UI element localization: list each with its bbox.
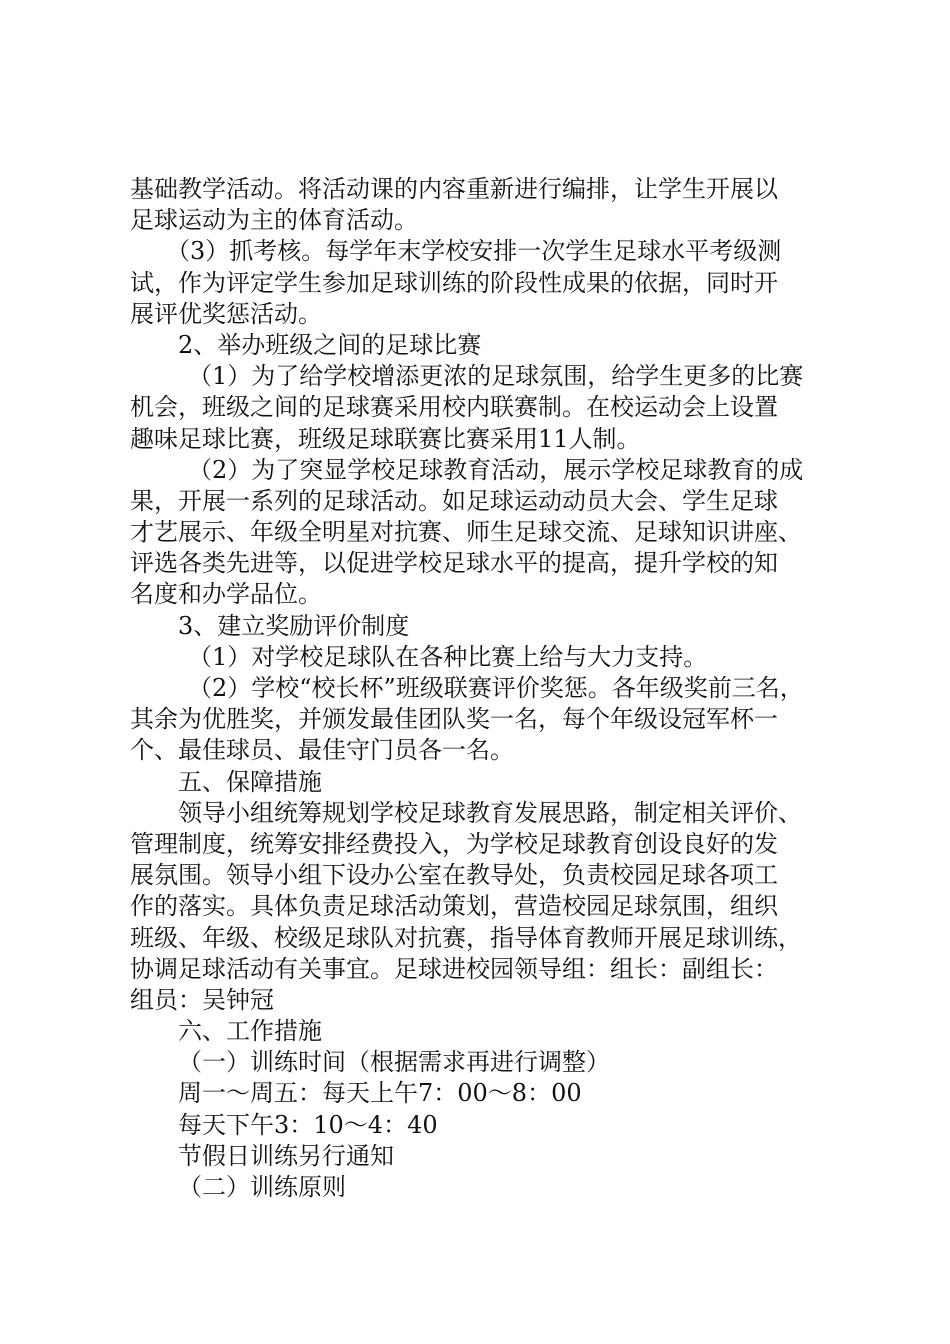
subsection-heading: （一）训练时间（根据需求再进行调整）	[178, 1048, 610, 1077]
paragraph-line: 个、最佳球员、最佳守门员各一名。	[130, 736, 514, 765]
paragraph-line: （3）抓考核。每学年末学校安排一次学生足球水平考级测	[166, 237, 782, 266]
schedule-line: 节假日训练另行通知	[178, 1141, 394, 1170]
paragraph-line: 组员：吴钟冠	[130, 985, 274, 1014]
paragraph-line: 基础教学活动。将活动课的内容重新进行编排，让学生开展以	[130, 175, 778, 203]
paragraph-line: 展评优奖惩活动。	[130, 299, 322, 328]
paragraph-line: 评选各类先进等，以促进学校足球水平的提高，提升学校的知	[130, 549, 778, 578]
paragraph-line: 果，开展一系列的足球活动。如足球运动动员大会、学生足球	[130, 486, 778, 515]
paragraph-line: 试，作为评定学生参加足球训练的阶段性成果的依据，同时开	[130, 268, 778, 297]
paragraph-line: （2）学校“校长杯”班级联赛评价奖惩。各年级奖前三名，	[188, 674, 804, 702]
section-heading: 2、举办班级之间的足球比赛	[178, 330, 482, 359]
paragraph-line: 作的落实。具体负责足球活动策划，营造校园足球氛围，组织	[130, 892, 778, 921]
paragraph-line: 其余为优胜奖，并颁发最佳团队奖一名，每个年级设冠军杯一	[130, 705, 778, 734]
paragraph-line: 班级、年级、校级足球队对抗赛，指导体育教师开展足球训练，	[130, 923, 802, 952]
paragraph-line: （2）为了突显学校足球教育活动，展示学校足球教育的成	[188, 455, 804, 484]
paragraph-line: 展氛围。领导小组下设办公室在教导处，负责校园足球各项工	[130, 861, 778, 890]
paragraph-line: 才艺展示、年级全明星对抗赛、师生足球交流、足球知识讲座、	[130, 518, 802, 547]
schedule-line: 周一～周五：每天上午7：00～8：00	[178, 1079, 582, 1108]
paragraph-line: 管理制度，统筹安排经费投入，为学校足球教育创设良好的发	[130, 829, 778, 858]
document-body	[130, 174, 830, 1203]
paragraph-line: 趣味足球比赛，班级足球联赛比赛采用11人制。	[130, 424, 641, 453]
paragraph-line: （1）对学校足球队在各种比赛上给与大力支持。	[188, 642, 708, 671]
paragraph-line: 机会，班级之间的足球赛采用校内联赛制。在校运动会上设置	[130, 393, 778, 422]
section-heading: 五、保障措施	[178, 767, 322, 796]
section-heading: 六、工作措施	[178, 1017, 322, 1046]
subsection-heading: （二）训练原则	[178, 1173, 346, 1201]
paragraph-line: 足球运动为主的体育活动。	[130, 206, 418, 235]
schedule-line: 每天下午3：10～4：40	[178, 1110, 438, 1139]
paragraph-line: 协调足球活动有关事宜。足球进校园领导组：组长：副组长：	[130, 954, 778, 983]
paragraph-line: （1）为了给学校增添更浓的足球氛围，给学生更多的比赛	[188, 362, 804, 391]
section-heading: 3、建立奖励评价制度	[178, 611, 410, 640]
paragraph-line: 名度和办学品位。	[130, 580, 322, 609]
paragraph-line: 领导小组统筹规划学校足球教育发展思路，制定相关评价、	[178, 798, 802, 827]
